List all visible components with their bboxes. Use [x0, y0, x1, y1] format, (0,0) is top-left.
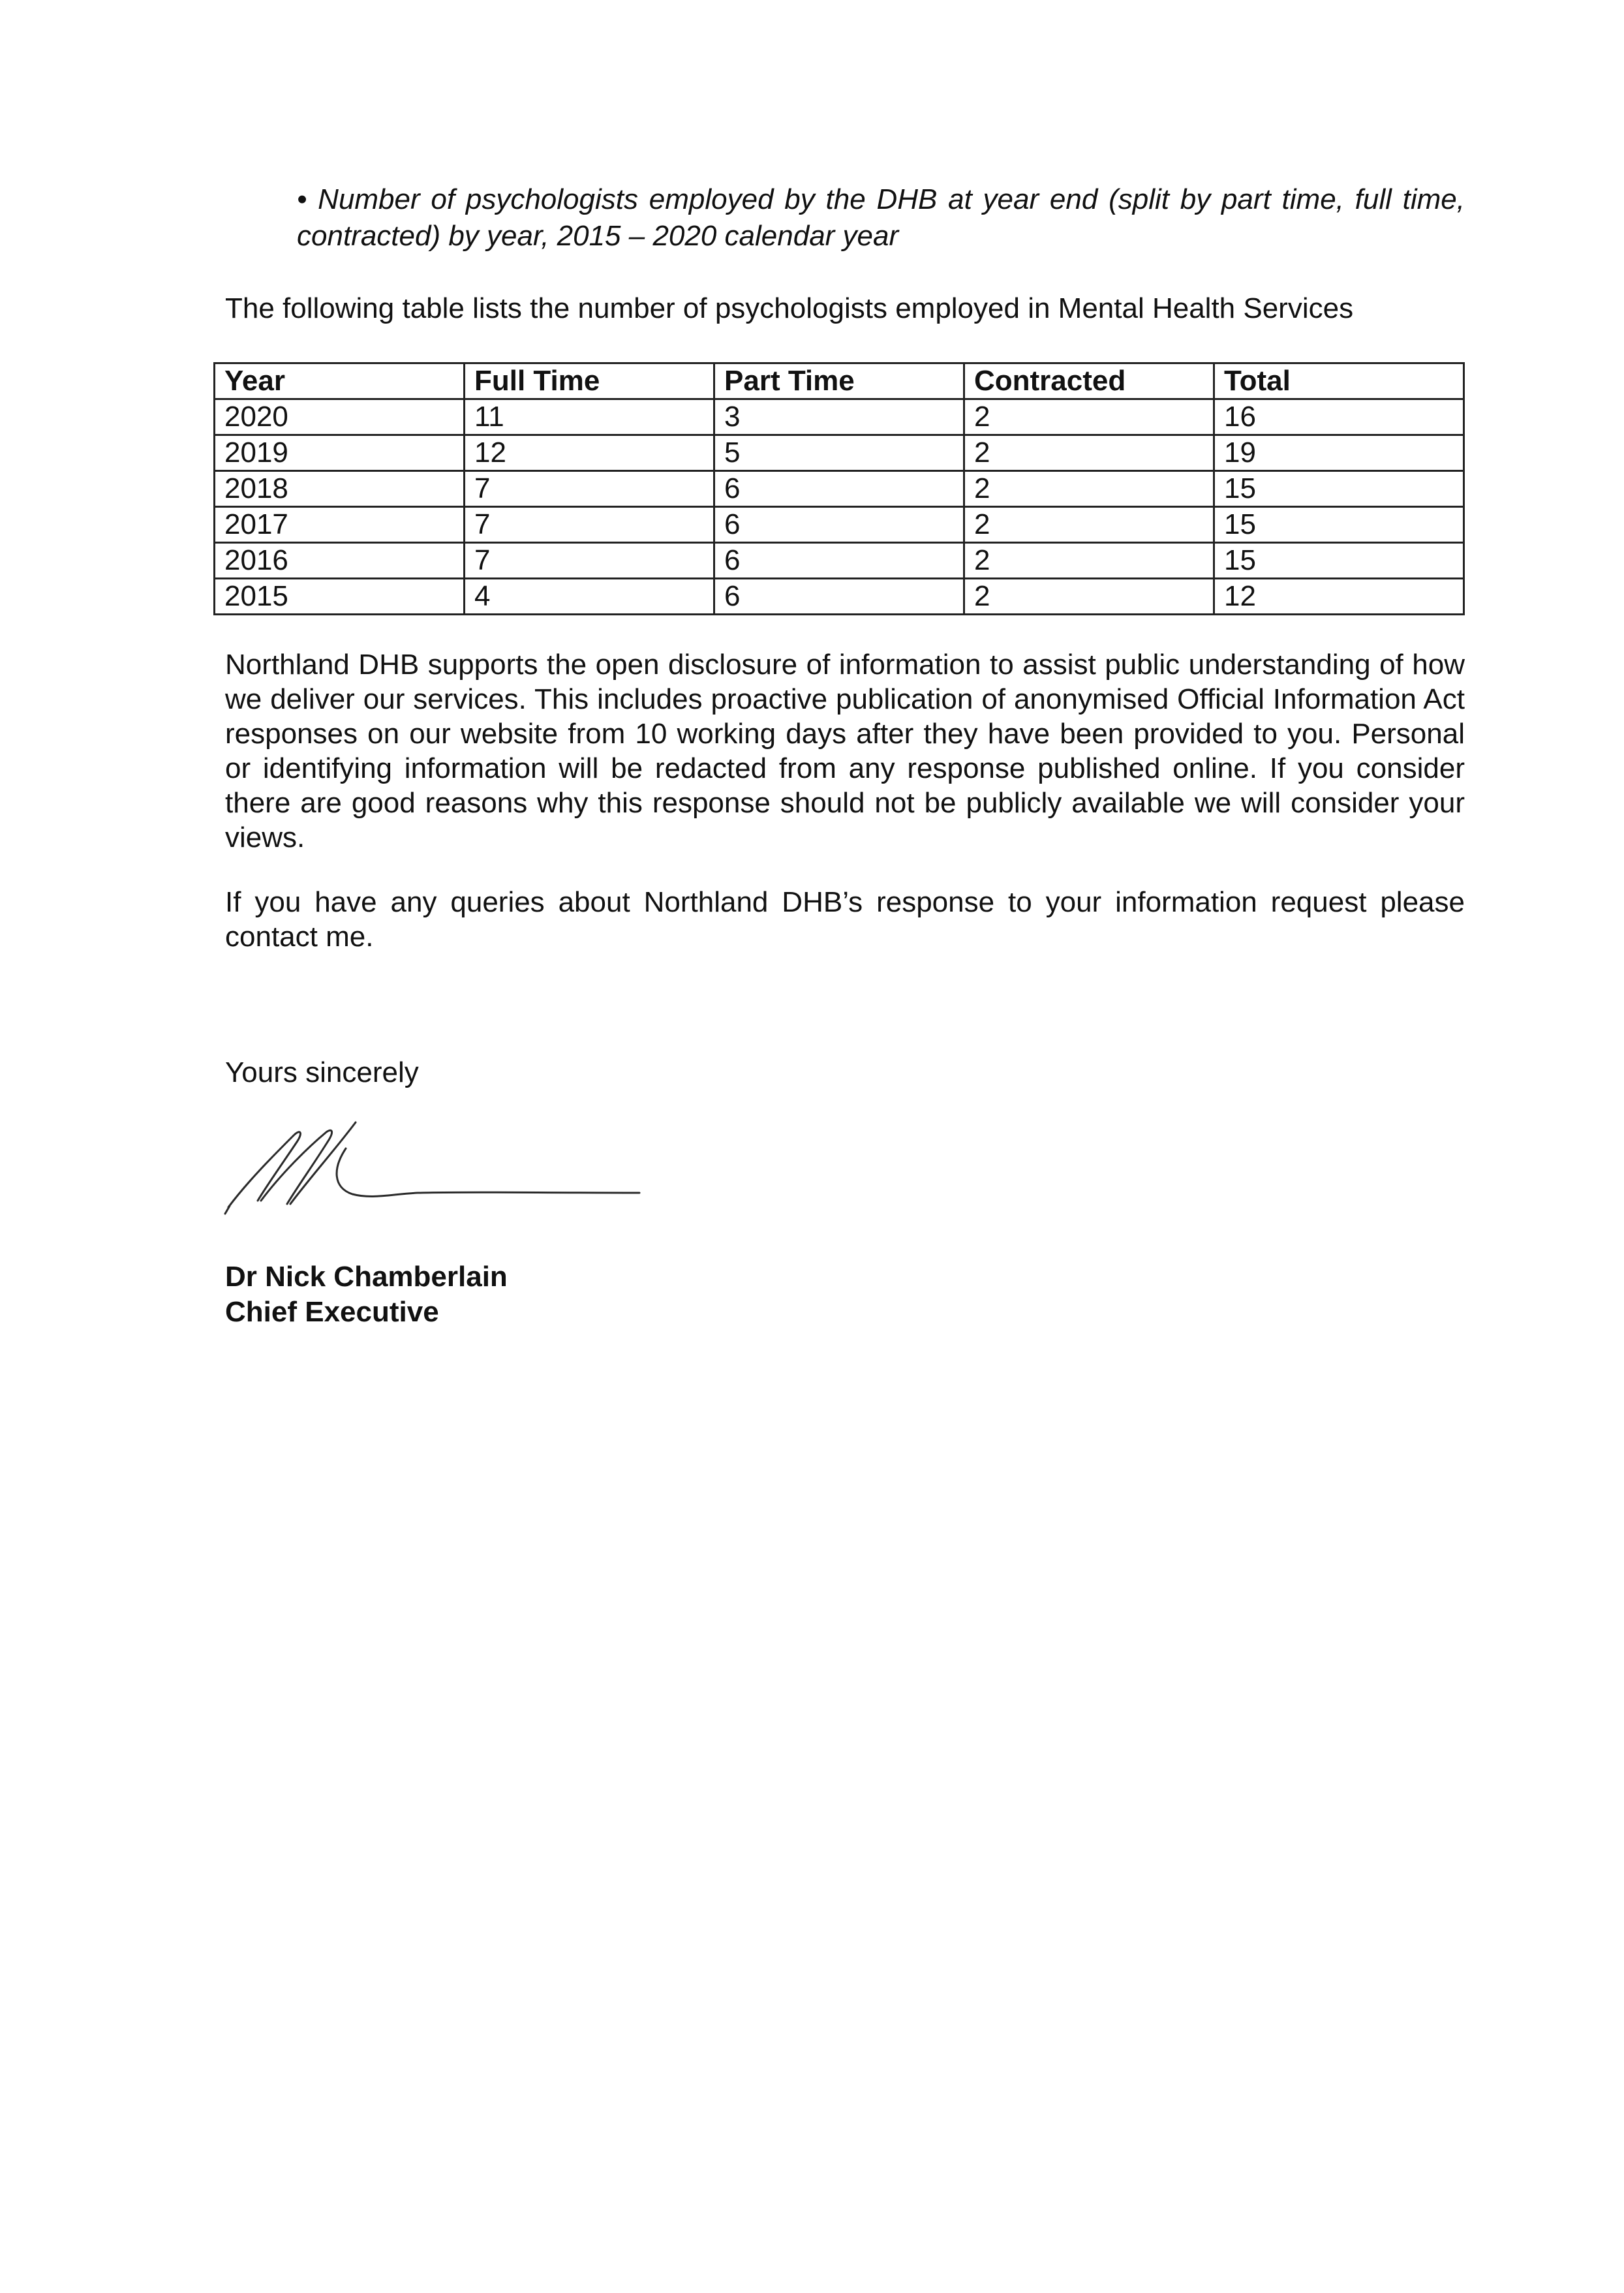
cell-year: 2018: [215, 471, 465, 507]
cell-full-time: 7: [465, 543, 714, 579]
cell-part-time: 6: [714, 543, 964, 579]
queries-paragraph: If you have any queries about Northland DHB’s response to your information request please contact me.: [225, 886, 1465, 953]
cell-year: 2016: [215, 543, 465, 579]
table-row: [215, 435, 1464, 471]
cell-part-time: 6: [714, 471, 964, 507]
header-total: Total: [1214, 363, 1464, 399]
cell-total: 15: [1214, 543, 1464, 579]
table-row: [215, 471, 1464, 507]
signatory-title: Chief Executive: [225, 1296, 439, 1328]
question-text: • Number of psychologists employed by the DHB at year end (split by part time, full time, contracted) by year, 2015 – 2020 calendar year: [297, 183, 1465, 252]
cell-full-time: 4: [465, 579, 714, 615]
cell-total: 15: [1214, 471, 1464, 507]
cell-total: 16: [1214, 399, 1464, 435]
cell-full-time: 7: [465, 507, 714, 543]
table-row: [215, 579, 1464, 615]
cell-total: 12: [1214, 579, 1464, 615]
cell-part-time: 5: [714, 435, 964, 471]
cell-total: 19: [1214, 435, 1464, 471]
cell-full-time: 7: [465, 471, 714, 507]
cell-contracted: 2: [964, 543, 1214, 579]
signatory-name: Dr Nick Chamberlain: [225, 1261, 508, 1293]
cell-contracted: 2: [964, 471, 1214, 507]
disclosure-paragraph: Northland DHB supports the open disclosure of information to assist public understanding of how we deliver our services. This includes proactive publication of anonymised Official Information Act responses on our website from 10 working days after they have been provided to you. Personal or identifying information will be redacted from any response published online. If you consider there are good reasons why this response should not be publicly available we will consider your views.: [225, 649, 1465, 854]
header-year: Year: [215, 363, 465, 399]
cell-contracted: 2: [964, 435, 1214, 471]
header-part-time: Part Time: [714, 363, 964, 399]
cell-contracted: 2: [964, 399, 1214, 435]
closing-salutation: Yours sincerely: [225, 1056, 419, 1088]
psychologists-table: [213, 362, 1465, 615]
table-row: [215, 399, 1464, 435]
table-row: [215, 543, 1464, 579]
cell-full-time: 11: [465, 399, 714, 435]
header-full-time: Full Time: [465, 363, 714, 399]
cell-year: 2020: [215, 399, 465, 435]
cell-part-time: 6: [714, 579, 964, 615]
handwritten-signature: [222, 1109, 652, 1220]
cell-part-time: 6: [714, 507, 964, 543]
cell-part-time: 3: [714, 399, 964, 435]
cell-year: 2017: [215, 507, 465, 543]
cell-contracted: 2: [964, 507, 1214, 543]
intro-text: The following table lists the number of psychologists employed in Mental Health Services: [225, 292, 1354, 324]
cell-year: 2015: [215, 579, 465, 615]
cell-contracted: 2: [964, 579, 1214, 615]
table-row: [215, 507, 1464, 543]
cell-total: 15: [1214, 507, 1464, 543]
table-header-row: [215, 363, 1464, 399]
header-contracted: Contracted: [964, 363, 1214, 399]
cell-year: 2019: [215, 435, 465, 471]
cell-full-time: 12: [465, 435, 714, 471]
